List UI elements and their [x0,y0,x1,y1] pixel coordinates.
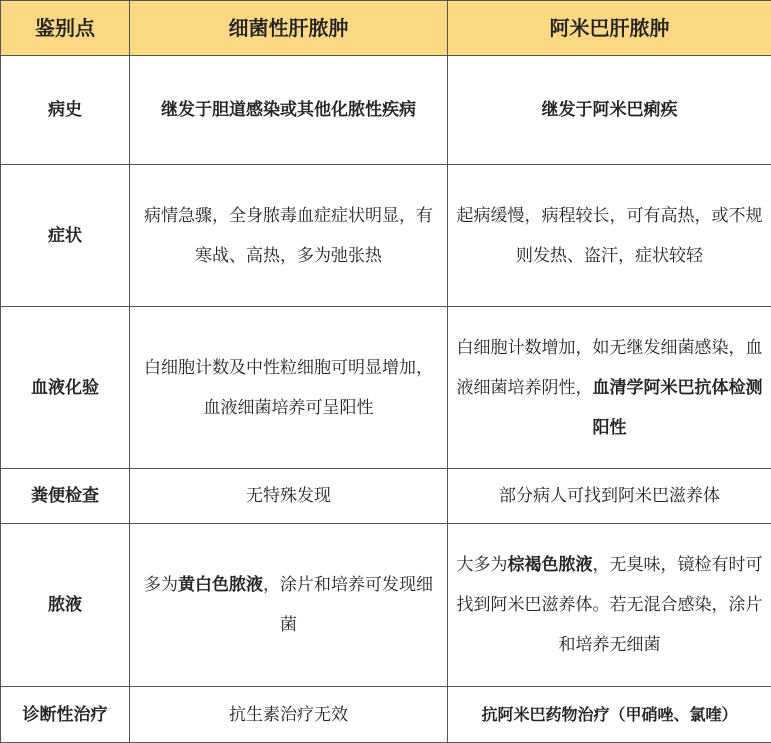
amoebic-pus-pre: 大多为 [456,555,508,575]
cell-amoebic-diagnostic-treatment: 抗阿米巴药物治疗（甲硝唑、氯喹） [448,687,771,743]
table-row [1,687,771,743]
bacterial-pus-post: ，涂片和培养可发现细菌 [263,575,433,635]
cell-amoebic-history: 继发于阿米巴痢疾 [448,56,771,165]
cell-amoebic-symptoms: 起病缓慢，病程较长，可有高热，或不规则发热、盗汗，症状较轻 [448,165,771,307]
header-row [1,1,771,56]
header-amoebic-abscess: 阿米巴肝脓肿 [448,1,771,56]
cell-amoebic-pus [448,524,771,687]
cell-bacterial-stool-test: 无特殊发现 [130,469,448,524]
bacterial-pus-pre: 多为 [144,575,178,595]
cell-amoebic-blood-test [448,307,771,469]
row-key-pus: 脓液 [1,524,130,687]
cell-amoebic-stool-test: 部分病人可找到阿米巴滋养体 [448,469,771,524]
bacterial-pus-emphasis: 黄白色脓液 [178,575,263,595]
table-row [1,469,771,524]
amoebic-pus-emphasis: 棕褐色脓液 [507,555,593,575]
row-key-blood-test: 血液化验 [1,307,130,469]
cell-bacterial-blood-test: 白细胞计数及中性粒细胞可明显增加，血液细菌培养可呈阳性 [130,307,448,469]
row-key-history: 病史 [1,56,130,165]
cell-bacterial-history: 继发于胆道感染或其他化脓性疾病 [130,56,448,165]
table-row [1,165,771,307]
table-row [1,307,771,469]
row-key-stool-test: 粪便检查 [1,469,130,524]
cell-bacterial-symptoms: 病情急骤，全身脓毒血症症状明显，有寒战、高热，多为弛张热 [130,165,448,307]
row-key-symptoms: 症状 [1,165,130,307]
amoebic-blood-test-emphasis: 血清学阿米巴抗体检测阳性 [592,377,763,438]
amoebic-blood-test-text: 白细胞计数增加，如无继发细菌感染，血液细菌培养阴性， [456,337,763,398]
table-row [1,56,771,165]
cell-bacterial-pus [130,524,448,687]
row-key-diagnostic-treatment: 诊断性治疗 [1,687,130,743]
header-bacterial-abscess: 细菌性肝脓肿 [130,1,448,56]
amoebic-pus-post: ，无臭味，镜检有时可找到阿米巴滋养体。若无混合感染，涂片和培养无细菌 [456,555,763,655]
header-criteria: 鉴别点 [1,1,130,56]
cell-bacterial-diagnostic-treatment: 抗生素治疗无效 [130,687,448,743]
table-row [1,524,771,687]
